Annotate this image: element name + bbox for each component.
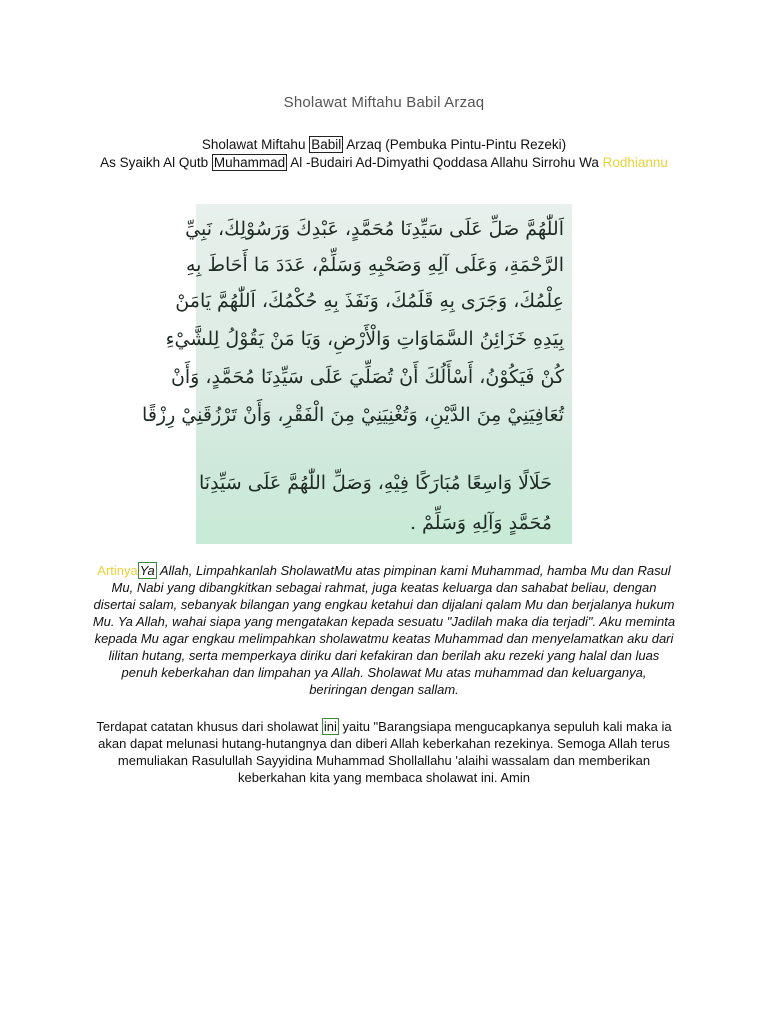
subtitle-line2-pre: As Syaikh Al Qutb	[100, 155, 212, 170]
translation-text: Allah, Limpahkanlah SholawatMu atas pimpinan kami Muhammad, hamba Mu dan Rasul Mu, Nabi yang dibangkitkan sebagai rahmat, juga keatas keluarga dan sahabat beliau, dengan disertai salam, sebanyak bilangan yang engkau ketahui dan dijalani qalam Mu dan berjalanya hukum Mu. Ya Allah, wahai siapa yang mengatakan kepada sesuatu "Jadilah maka dia terjadi". Aku meminta kepada Mu agar engkau melimpahkan sholawatmu keatas Muhammad dan menyelamatkan aku dari lilitan hutang, serta memperkaya diriku dari kefakiran dan berilah aku rezeki yang halal dan luas penuh keberkahan dan limpahan ya Allah. Sholawat Mu atas muhammad dan keluarganya, beriringan dengan sallam.	[92, 563, 676, 697]
subtitle-line1-post: Arzaq (Pembuka Pintu-Pintu Rezeki)	[343, 137, 567, 152]
translation-paragraph	[92, 562, 676, 698]
arabic-line: كُنْ فَيَكُوْنُ، أَسْأَلُكَ أَنْ تُصَلِّيَ عَلَى سَيِّدِنَا مُحَمَّدٍ، وَأَنْ	[170, 366, 564, 388]
arabic-line: اَللّٰهُمَّ صَلِّ عَلَى سَيِّدِنَا مُحَمَّدٍ، عَبْدِكَ وَرَسُوْلِكَ، نَبِيِّ	[185, 218, 564, 240]
translation-label: Artinya	[97, 563, 138, 578]
subtitle-line-1	[80, 136, 688, 154]
arabic-line: مُحَمَّدٍ وَآلِهِ وَسَلِّمْ .	[409, 512, 552, 534]
subtitle	[80, 136, 688, 172]
note-pre: Terdapat catatan khusus dari sholawat	[96, 719, 322, 734]
subtitle-line1-pre: Sholawat Miftahu	[201, 137, 310, 152]
arabic-line: بِيَدِهِ خَزَائِنُ السَّمَاوَاتِ وَالْأَرْضِ، وَيَا مَنْ يَقُوْلُ لِلشَّيْءِ	[165, 328, 564, 350]
note-post: yaitu "Barangsiapa mengucapkanya sepuluh kali maka ia akan dapat melunasi hutang-hutangnya dan diberi Allah keberkahan rezekinya. Semoga Allah terus memuliakan Rasulullah Sayyidina Muhammad Shollallahu 'alaihi wassalam dan memberikan keberkahan kita yang membaca sholawat ini. Amin	[98, 719, 672, 785]
boxed-word-ini[interactable]: ini	[323, 719, 337, 734]
highlight-rodhiannu: Rodhiannu	[602, 155, 668, 170]
arabic-line: تُعَافِيَنِيْ مِنَ الدَّيْنِ، وَتُغْنِيَنِيْ مِنَ الْفَقْرِ، وَأَنْ تَرْزُقَنِيْ رِزْقًا	[142, 404, 564, 426]
arabic-line: الرَّحْمَةِ، وَعَلَى آلِهِ وَصَحْبِهِ وَسَلِّمْ، عَدَدَ مَا أَحَاطَ بِهِ	[185, 254, 564, 276]
note-paragraph	[90, 718, 678, 786]
arabic-line: عِلْمُكَ، وَجَرَى بِهِ قَلَمُكَ، وَنَفَذَ بِهِ حُكْمُكَ، اَللّٰهُمَّ يَامَنْ	[175, 290, 564, 312]
boxed-word-babil[interactable]: Babil	[311, 137, 342, 152]
subtitle-line2-post: Al -Budairi Ad-Dimyathi Qoddasa Allahu Sirrohu Wa	[287, 155, 603, 170]
page-title: Sholawat Miftahu Babil Arzaq	[283, 94, 485, 111]
arabic-text-image	[142, 204, 572, 544]
boxed-word-muhammad[interactable]: Muhammad	[213, 155, 286, 170]
subtitle-line-2	[80, 154, 688, 172]
boxed-word-ya[interactable]: Ya	[139, 563, 155, 578]
arabic-line: حَلَالًا وَاسِعًا مُبَارَكًا فِيْهِ، وَصَلِّ اللّٰهُمَّ عَلَى سَيِّدِنَا	[199, 472, 552, 494]
